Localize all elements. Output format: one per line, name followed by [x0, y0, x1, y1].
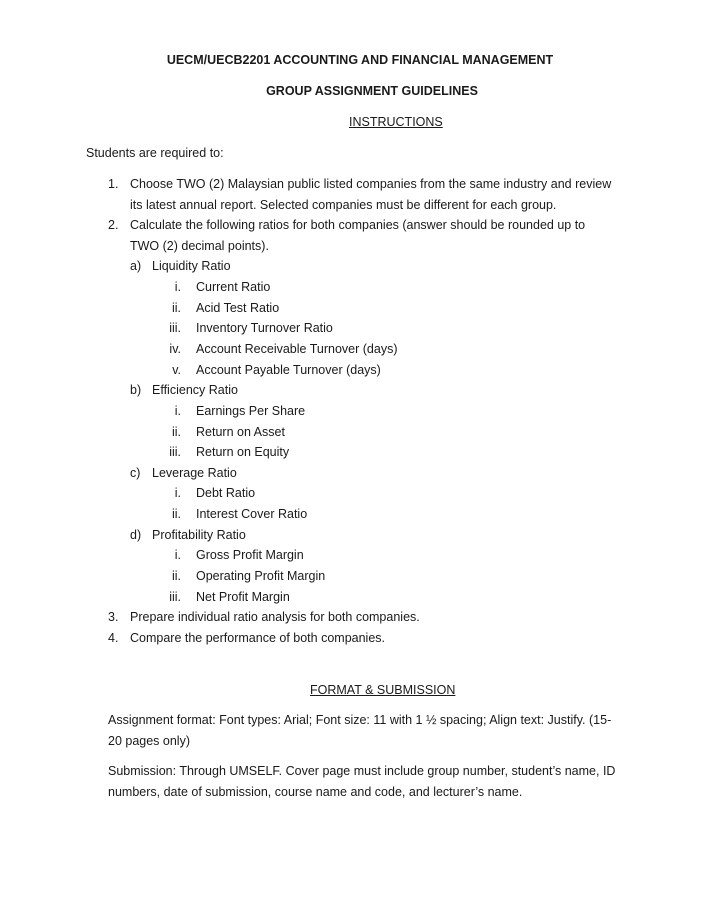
format-heading: FORMAT & SUBMISSION — [310, 683, 456, 697]
item-text: its latest annual report. Selected companies must be different for each group. — [130, 198, 557, 212]
sub-text: Current Ratio — [196, 280, 271, 294]
course-title: UECM/UECB2201 ACCOUNTING AND FINANCIAL MANAGEMENT — [166, 53, 554, 67]
instructions-heading: INSTRUCTIONS — [349, 115, 443, 129]
intro-text: Students are required to: — [86, 146, 224, 160]
sub-number: v. — [172, 363, 181, 377]
item-number: 2. — [108, 218, 119, 232]
sub-text: Return on Equity — [196, 445, 290, 459]
sub-number: iii. — [169, 321, 181, 335]
sub-text: Inventory Turnover Ratio — [196, 321, 333, 335]
sub-text: Interest Cover Ratio — [196, 507, 308, 521]
sub-text: Return on Asset — [196, 425, 285, 439]
ratio-group-letter: d) — [130, 528, 142, 542]
ratio-group-letter: a) — [130, 259, 142, 273]
sub-number: ii. — [171, 301, 181, 315]
item-text: Choose TWO (2) Malaysian public listed companies from the same industry and review — [130, 177, 612, 191]
item-number: 4. — [108, 631, 119, 645]
sub-number: i. — [174, 486, 181, 500]
sub-text: Gross Profit Margin — [196, 548, 304, 562]
sub-text: Account Receivable Turnover (days) — [196, 342, 398, 356]
item-text: TWO (2) decimal points). — [130, 239, 269, 253]
ratio-group-name: Liquidity Ratio — [152, 259, 231, 273]
sub-number: iii. — [169, 445, 181, 459]
sub-text: Debt Ratio — [196, 486, 256, 500]
sub-number: ii. — [171, 425, 181, 439]
sub-text: Acid Test Ratio — [196, 301, 280, 315]
sub-number: ii. — [171, 507, 181, 521]
sub-text: Account Payable Turnover (days) — [196, 363, 381, 377]
assignment-format-text: 20 pages only) — [108, 734, 191, 748]
sub-text: Operating Profit Margin — [196, 569, 326, 583]
sub-number: i. — [174, 548, 181, 562]
item-number: 1. — [108, 177, 119, 191]
sub-number: iv. — [169, 342, 181, 356]
ratio-group-name: Profitability Ratio — [152, 528, 246, 542]
submission-text: numbers, date of submission, course name and code, and lecturer’s name. — [108, 785, 523, 799]
ratio-group-name: Leverage Ratio — [152, 466, 237, 480]
document-title: GROUP ASSIGNMENT GUIDELINES — [266, 84, 478, 98]
assignment-format-text: Assignment format: Font types: Arial; Font size: 11 with 1 ½ spacing; Align text: Justify. (15- — [108, 713, 612, 727]
sub-number: i. — [174, 280, 181, 294]
item-text: Compare the performance of both companies. — [130, 631, 385, 645]
submission-text: Submission: Through UMSELF. Cover page must include group number, student’s name, ID — [108, 764, 616, 778]
sub-number: ii. — [171, 569, 181, 583]
sub-number: i. — [174, 404, 181, 418]
ratio-group-letter: b) — [130, 383, 142, 397]
ratio-group-name: Efficiency Ratio — [152, 383, 238, 397]
sub-number: iii. — [169, 590, 181, 604]
item-number: 3. — [108, 610, 119, 624]
sub-text: Earnings Per Share — [196, 404, 306, 418]
sub-text: Net Profit Margin — [196, 590, 290, 604]
item-text: Prepare individual ratio analysis for both companies. — [130, 610, 420, 624]
ratio-group-letter: c) — [130, 466, 141, 480]
item-text: Calculate the following ratios for both companies (answer should be rounded up to — [130, 218, 586, 232]
